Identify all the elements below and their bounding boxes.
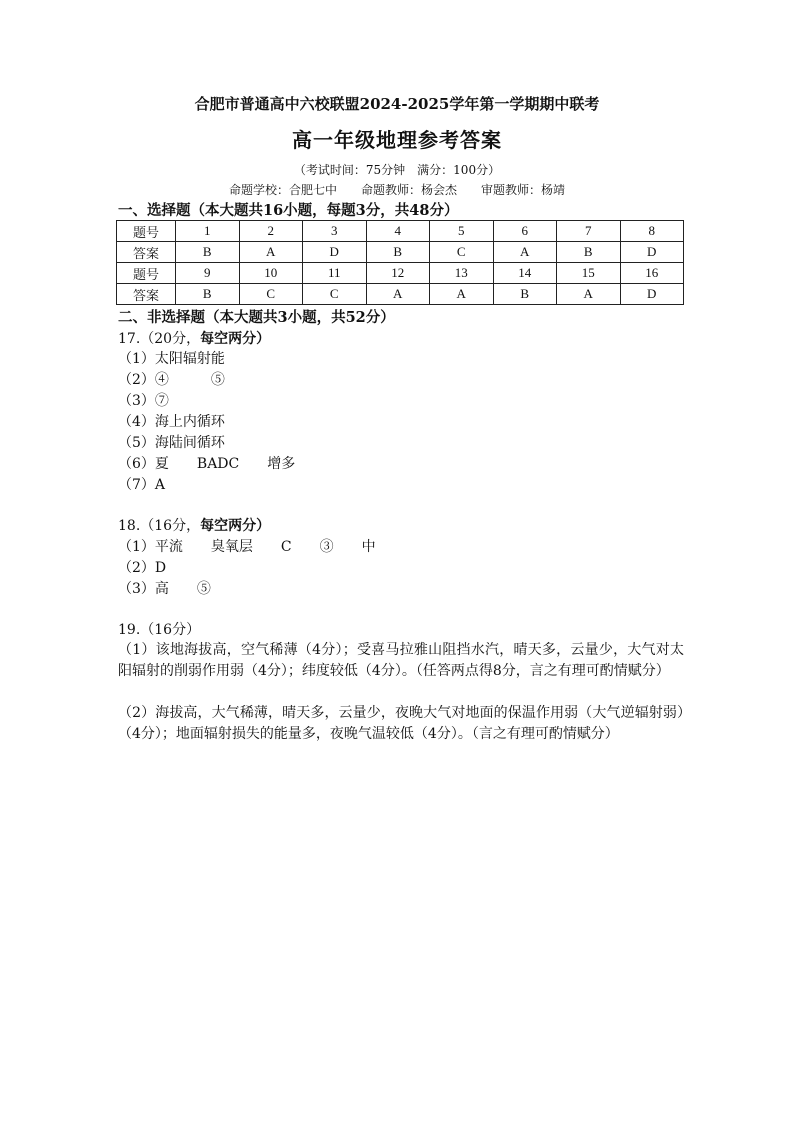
table-cell: 16: [620, 263, 684, 284]
table-cell: 11: [303, 263, 367, 284]
section1-heading: 一、选择题（本大题共16小题，每题3分，共48分）: [118, 202, 459, 219]
q18-answer: （3）高 ⑤: [118, 581, 211, 597]
table-cell: 14: [493, 263, 557, 284]
table-cell: 7: [557, 221, 621, 242]
author-info: 命题学校：合肥七中 命题教师：杨会杰 审题教师：杨靖: [228, 183, 565, 197]
table-cell: 10: [239, 263, 303, 284]
exam-info: （考试时间：75分钟 满分：100分）: [293, 163, 501, 177]
table-cell: 5: [430, 221, 494, 242]
table-cell: 8: [620, 221, 684, 242]
table-cell: 15: [557, 263, 621, 284]
table-cell: 6: [493, 221, 557, 242]
q18-answer: （1）平流 臭氧层 C ③ 中: [118, 539, 376, 555]
table-cell: B: [557, 242, 621, 263]
q17-heading-prefix: 17.（20分，: [118, 331, 201, 347]
table-cell: A: [493, 242, 557, 263]
table-row: [117, 242, 684, 263]
table-cell: 2: [239, 221, 303, 242]
table-row: [117, 284, 684, 305]
table-cell: 9: [176, 263, 240, 284]
q18-answer: （2）D: [118, 560, 167, 576]
table-row: [117, 263, 684, 284]
q19-heading: 19.（16分）: [118, 622, 201, 638]
table-cell: 4: [366, 221, 430, 242]
q17-heading: [118, 328, 270, 348]
table-cell: B: [366, 242, 430, 263]
table-cell: A: [430, 284, 494, 305]
q18-heading: [118, 515, 270, 535]
answer-key-title: 高一年级地理参考答案: [292, 128, 502, 152]
row-label: 题号: [117, 221, 176, 242]
q17-answer: （1）太阳辐射能: [118, 351, 225, 367]
table-cell: 13: [430, 263, 494, 284]
q17-answer: （5）海陆间循环: [118, 435, 225, 451]
table-cell: D: [303, 242, 367, 263]
table-cell: C: [430, 242, 494, 263]
table-cell: B: [493, 284, 557, 305]
table-cell: A: [557, 284, 621, 305]
table-cell: 12: [366, 263, 430, 284]
row-label: 答案: [117, 284, 176, 305]
table-cell: 1: [176, 221, 240, 242]
q17-answer: （4）海上内循环: [118, 414, 225, 430]
row-label: 题号: [117, 263, 176, 284]
table-cell: 3: [303, 221, 367, 242]
table-cell: D: [620, 242, 684, 263]
q18-heading-bold: 每空两分）: [200, 518, 271, 534]
q17-answer: （3）⑦: [118, 393, 169, 409]
table-cell: A: [366, 284, 430, 305]
q19-answer: （2）海拔高，大气稀薄，晴天多，云量少，夜晚大气对地面的保温作用弱（大气逆辐射弱）（4分）；地面辐射损失的能量多，夜晚气温较低（4分）。（言之有理可酌情赋分）: [118, 705, 684, 742]
table-cell: D: [620, 284, 684, 305]
q17-heading-bold: 每空两分）: [200, 331, 271, 347]
table-cell: B: [176, 284, 240, 305]
table-cell: C: [303, 284, 367, 305]
q18-heading-prefix: 18.（16分，: [118, 518, 201, 534]
section2-heading: 二、非选择题（本大题共3小题，共52分）: [118, 309, 395, 326]
table-row: [117, 221, 684, 242]
table-cell: A: [239, 242, 303, 263]
q17-answer: （6）夏 BADC 增多: [118, 456, 296, 472]
q17-answer: （7）A: [118, 477, 166, 493]
q19-answer: （1）该地海拔高，空气稀薄（4分）；受喜马拉雅山阻挡水汽，晴天多，云量少，大气对太阳辐射的削弱作用弱（4分）；纬度较低（4分）。（任答两点得8分，言之有理可酌情赋分）: [118, 642, 684, 679]
exam-title: 合肥市普通高中六校联盟2024-2025学年第一学期期中联考: [194, 95, 600, 113]
row-label: 答案: [117, 242, 176, 263]
answer-table: [116, 220, 684, 305]
table-cell: B: [176, 242, 240, 263]
q17-answer: （2）④ ⑤: [118, 372, 225, 388]
table-cell: C: [239, 284, 303, 305]
